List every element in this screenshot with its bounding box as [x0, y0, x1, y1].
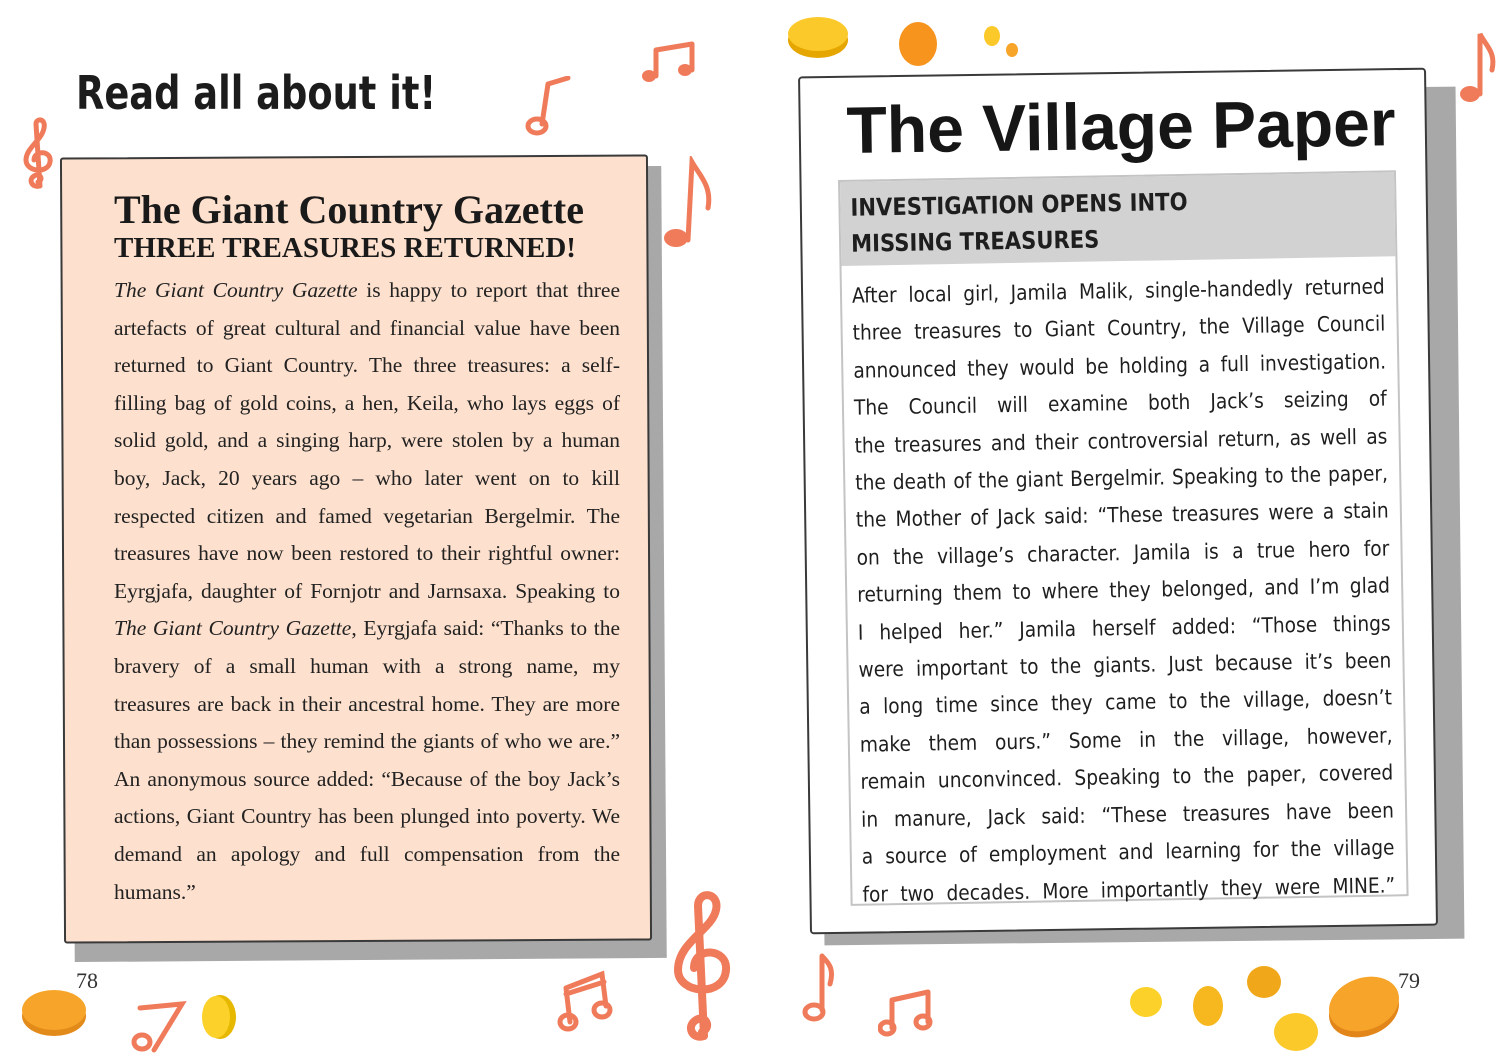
- gazette-text-2: , Eyrgjafa said: “Thanks to the bravery of a small human with a strong name, my treasures are back in their ancestral home. They are more than possessions – they remind the giants of who we are.” An anonymous source added: “Because of the boy Jack’s actions, Giant Country has been plunged into poverty. We demand an apology and full compensation from the humans.”: [114, 616, 620, 904]
- treble-clef-icon: [18, 116, 58, 192]
- article-line: announced they would be holding a full investigation.: [853, 349, 1387, 383]
- headline-line-2: MISSING TREASURES: [850, 225, 1100, 258]
- music-note-icon: [524, 76, 576, 136]
- gazette-text-1: is happy to report that three artefacts of great cultural and financial value have been returned to Giant Country. The three treasures: a self-filling bag of gold coins, a hen, Keila, who lays eggs of solid gold, and a singing harp, were stolen by a human boy, Jack, 20 years ago – who later went on to kill respected citizen and famed vegetarian Bergelmir. The treasures have now been restored to their rightful owner: Eyrgjafa, daughter of Fornjotr and Jarnsaxa. Speaking to: [114, 278, 620, 603]
- article-line: The Council will examine both Jack’s seizing of: [853, 386, 1387, 420]
- page-number: 78: [76, 968, 98, 993]
- treble-clef-icon: [664, 886, 744, 1046]
- article-line: returning them to where they belonged, and I’m glad: [857, 573, 1391, 607]
- gold-coin-icon: [1324, 972, 1404, 1042]
- right-page: [750, 0, 1500, 1064]
- article-line: in manure, Jack said: “These treasures have been: [860, 798, 1395, 832]
- article-line: the treasures and their controversial return, as well as: [854, 424, 1388, 458]
- gold-coin-icon: [198, 992, 238, 1042]
- article-body: [852, 268, 1396, 913]
- music-note-icon: [800, 950, 840, 1026]
- article-line: remain unconvinced. Speaking to the paper, covered: [860, 760, 1394, 794]
- gazette-headline: THREE TREASURES RETURNED!: [114, 232, 576, 264]
- village-paper-title: The Village Paper: [846, 85, 1397, 167]
- gold-coin-icon: [982, 24, 1022, 60]
- headline-line-1: INVESTIGATION OPENS INTO: [850, 187, 1188, 222]
- gazette-article: [114, 272, 620, 911]
- gazette-name-italic: The Giant Country Gazette: [114, 278, 358, 302]
- music-note-icon: [878, 986, 938, 1038]
- gold-coin-icon: [1244, 962, 1284, 1002]
- music-note-icon: [126, 998, 190, 1058]
- article-line: After local girl, Jamila Malik, single-handedly returned: [851, 274, 1385, 308]
- gazette-name-italic-2: The Giant Country Gazette: [114, 616, 352, 641]
- headline-bar: [840, 172, 1395, 266]
- article-line: were important to the giants. Just because it’s been: [858, 648, 1392, 682]
- gold-coin-icon: [1190, 982, 1226, 1030]
- article-headline: [850, 182, 1291, 262]
- gold-coin-icon: [896, 20, 940, 68]
- gold-coin-icon: [20, 986, 88, 1038]
- article-line: a long time since they came to the village, doesn’t: [858, 685, 1393, 720]
- article-line: the Mother of Jack said: “These treasures were a stain: [855, 498, 1389, 533]
- page-heading: Read all about it!: [76, 66, 437, 120]
- gazette-title: The Giant Country Gazette: [114, 187, 584, 232]
- article-line: for two decades. More importantly they were MINE.”: [862, 872, 1396, 907]
- gold-coin-icon: [786, 14, 850, 60]
- article-line: three treasures to Giant Country, the Village Council: [852, 311, 1386, 346]
- page-number: 79: [1398, 968, 1420, 993]
- music-note-icon: [660, 156, 720, 252]
- music-note-icon: [1456, 30, 1500, 106]
- gold-coin-icon: [1270, 1008, 1322, 1056]
- article-line: make them ours.” Some in the village, however,: [859, 723, 1393, 757]
- article-box: [838, 170, 1409, 906]
- article-line: a source of employment and learning for the village: [861, 835, 1395, 869]
- gold-coin-icon: [1128, 984, 1164, 1020]
- article-line: I helped her.” Jamila herself added: “Those things: [857, 611, 1391, 645]
- article-line: on the village’s character. Jamila is a true hero for: [856, 536, 1390, 570]
- article-line: the death of the giant Bergelmir. Speaking to the paper,: [855, 461, 1389, 495]
- music-note-icon: [556, 970, 616, 1034]
- music-note-icon: [640, 40, 700, 86]
